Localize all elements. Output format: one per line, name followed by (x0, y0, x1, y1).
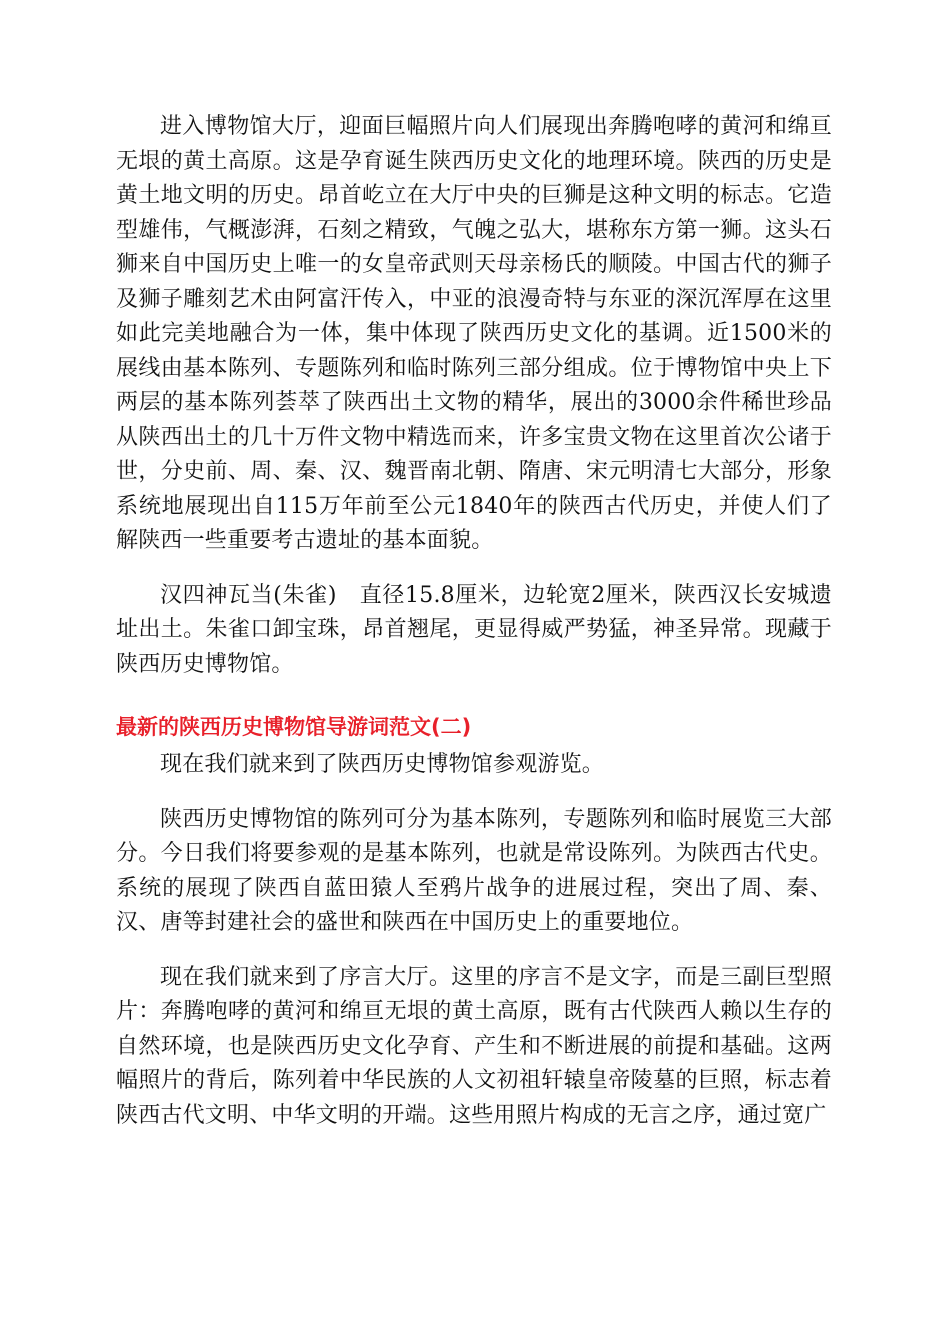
section-heading: 最新的陕西历史博物馆导游词范文(二) (116, 715, 472, 739)
paragraph-museum-hall: 进入博物馆大厅，迎面巨幅照片向人们展现出奔腾咆哮的黄河和绵亘无垠的黄土高原。这是孕育诞生陕西历史文化的地理环境。陕西的历史是黄土地文明的历史。昂首屹立在大厅中央的巨狮是这种文明的标志。它造型雄伟，气概澎湃，石刻之精致，气魄之弘大，堪称东方第一狮。这头石狮来自中国历史上唯一的女皇帝武则天母亲杨氏的顺陵。中国古代的狮子及狮子雕刻艺术由阿富汗传入，中亚的浪漫奇特与东亚的深沉浑厚在这里如此完美地融合为一体，集中体现了陕西历史文化的基调。近1500米的展线由基本陈列、专题陈列和临时陈列三部分组成。位于博物馆中央上下两层的基本陈列荟萃了陕西出土文物的精华，展出的3000余件稀世珍品从陕西出土的几十万件文物中精选而来，许多宝贵文物在这里首次公诸于世，分史前、周、秦、汉、魏晋南北朝、隋唐、宋元明清七大部分，形象系统地展现出自115万年前至公元1840年的陕西古代历史，并使人们了解陕西一些重要考古遗址的基本面貌。 (116, 114, 832, 553)
paragraph-tile-description: 汉四神瓦当(朱雀) 直径15.8厘米，边轮宽2厘米，陕西汉长安城遗址出土。朱雀口卸宝珠，昂首翘尾，更显得威严势猛，神圣异常。现藏于陕西历史博物馆。 (116, 582, 832, 677)
document-page (116, 110, 832, 1133)
paragraph-intro: 现在我们就来到了陕西历史博物馆参观游览。 (160, 752, 605, 777)
paragraph-exhibition-layout: 陕西历史博物馆的陈列可分为基本陈列，专题陈列和临时展览三大部分。今日我们将要参观的是基本陈列，也就是常设陈列。为陕西古代史。系统的展现了陕西自蓝田猿人至鸦片战争的进展过程，突出了周、秦、汉、唐等封建社会的盛世和陕西在中国历史上的重要地位。 (116, 806, 832, 935)
paragraph-preface-hall: 现在我们就来到了序言大厅。这里的序言不是文字，而是三副巨型照片：奔腾咆哮的黄河和绵亘无垠的黄土高原，既有古代陕西人赖以生存的自然环境，也是陕西历史文化孕育、产生和不断进展的前提和基础。这两幅照片的背后，陈列着中华民族的人文初祖轩辕皇帝陵墓的巨照，标志着陕西古代文明、中华文明的开端。这些用照片构成的无言之序，通过宽广 (116, 964, 832, 1128)
